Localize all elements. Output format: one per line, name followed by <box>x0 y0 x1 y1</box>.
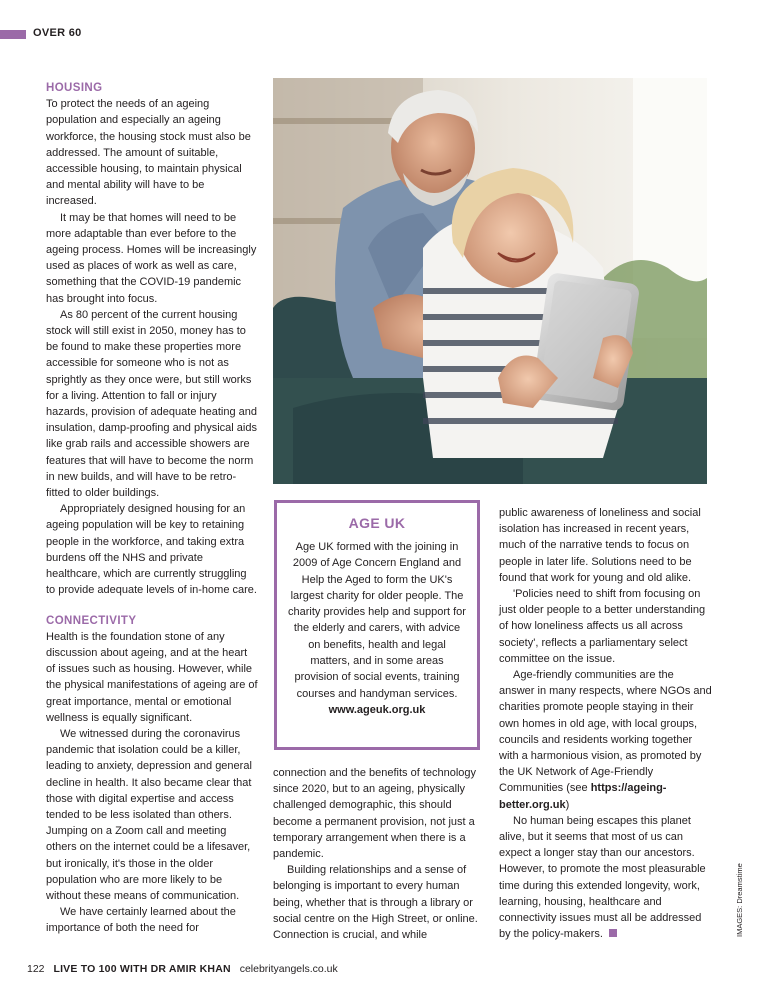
body-paragraph: We witnessed during the coronavirus pandemic that isolation could be a killer, leading to anxiety, depression and general decline in health. It also became clear that those with digital expertise and access tended to be less isolated than others. Jumping on a Zoom call and meeting others on the internet could be a lifesaver, but ironically, it's those in the older population who are more likely to be without these means of communication. <box>46 727 252 902</box>
boxout-title: AGE UK <box>348 515 406 531</box>
body-paragraph <box>499 667 712 813</box>
column-left <box>46 80 258 937</box>
ageing-better-link[interactable]: https://ageing-better.org.uk <box>499 782 667 811</box>
housing-heading: HOUSING <box>46 82 103 94</box>
boxout-body: Age UK formed with the joining in 2009 of Age Concern England and Help the Aged to form the UK's largest charity for older people. The charity provides help and support for the elderly and carers, with advice on benefits, health and legal matters, and in some areas provision of social events, training courses and handyman services. <box>288 541 466 700</box>
body-text: Age-friendly communities are the answer in many respects, where NGOs and charities promote people staying in their own homes in old age, with local groups, councils and residents working together with a harmonious vision, as promoted by the UK Network of Age-Friendly Communities (see <box>499 669 712 795</box>
body-paragraph: Building relationships and a sense of belonging is important to every human being, whether that is through a library or social centre on the High Street, or online. Connection is crucial, and while <box>273 864 478 942</box>
body-paragraph: To protect the needs of an ageing population and especially an ageing workforce, the housing stock must also be addressed. The amount of suitable, accessible housing, to maintain physical and mental ability will have to be increased. <box>46 98 251 208</box>
end-of-article-square-icon <box>609 929 617 937</box>
body-paragraph: 'Policies need to shift from focusing on just older people to a better understanding of how loneliness affects us all across society', reflects a parliamentary select committee on the issue. <box>499 588 706 665</box>
body-paragraph: Health is the foundation stone of any discussion about ageing, and at the heart of issues such as housing. However, while the physical manifestations of ageing are of great importance, mental or emotional wellness is equally significant. <box>46 630 258 724</box>
section-marker <box>0 30 26 39</box>
body-text: No human being escapes this planet alive, but it seems that most of us can expect a longer stay than our ancestors. However, to promote the most pleasurable time during this extended longevity, work, learning, housing, healthcare and connectivity issues must all be addressed by the policy-makers. <box>499 814 706 941</box>
age-uk-link[interactable]: www.ageuk.org.uk <box>328 703 426 716</box>
body-paragraph: connection and the benefits of technology since 2020, but to an ageing, physically challenged demographic, this should become a permanent provision, not just a temporary arrangement when there is a pandemic. <box>273 767 477 861</box>
body-paragraph: It may be that homes will need to be more adaptable than ever before to the ageing process. Homes will be increasingly used as places of work as well as care, something that the COVID-19 pandemic has brought into focus. <box>46 211 257 305</box>
website-link[interactable]: celebrityangels.co.uk <box>239 963 338 975</box>
couple-with-tablet-photo <box>273 78 707 484</box>
body-paragraph: public awareness of loneliness and social isolation has increased in recent years, much of the narrative tends to focus on people in later life. Solutions need to be found that work for young and old alike. <box>499 507 701 584</box>
body-paragraph: As 80 percent of the current housing stock will still exist in 2050, money has to be found to make these properties more accessible for someone who is not as sprightly as they once were, but still works for a living. Attention to fall or injury hazards, provision of adequate heating and insulation, damp-proofing and physical aids like grab rails and accessible showers are features that will have to become the norm in new builds, and will have to be retro-fitted to older buildings. <box>46 308 257 500</box>
section-label: OVER 60 <box>33 27 82 39</box>
connectivity-heading: CONNECTIVITY <box>46 614 137 627</box>
body-paragraph <box>499 813 712 943</box>
column-middle <box>273 765 483 943</box>
page-footer <box>27 963 338 975</box>
image-credit: IMAGES: Dreamstime <box>735 863 744 937</box>
page-number: 122 <box>27 963 45 975</box>
body-paragraph: Appropriately designed housing for an ageing population will be key to retaining people in the workforce, and taking extra burdens off the NHS and private healthcare, which are currently struggling to provide adequate levels of in-home care. <box>46 503 257 597</box>
body-paragraph: We have certainly learned about the importance of both the need for <box>46 906 236 935</box>
column-right <box>499 505 712 942</box>
series-title: LIVE TO 100 WITH DR AMIR KHAN <box>53 963 231 975</box>
age-uk-boxout <box>274 500 480 750</box>
photo-illustration <box>273 78 707 484</box>
closing-paren: ) <box>565 798 570 811</box>
